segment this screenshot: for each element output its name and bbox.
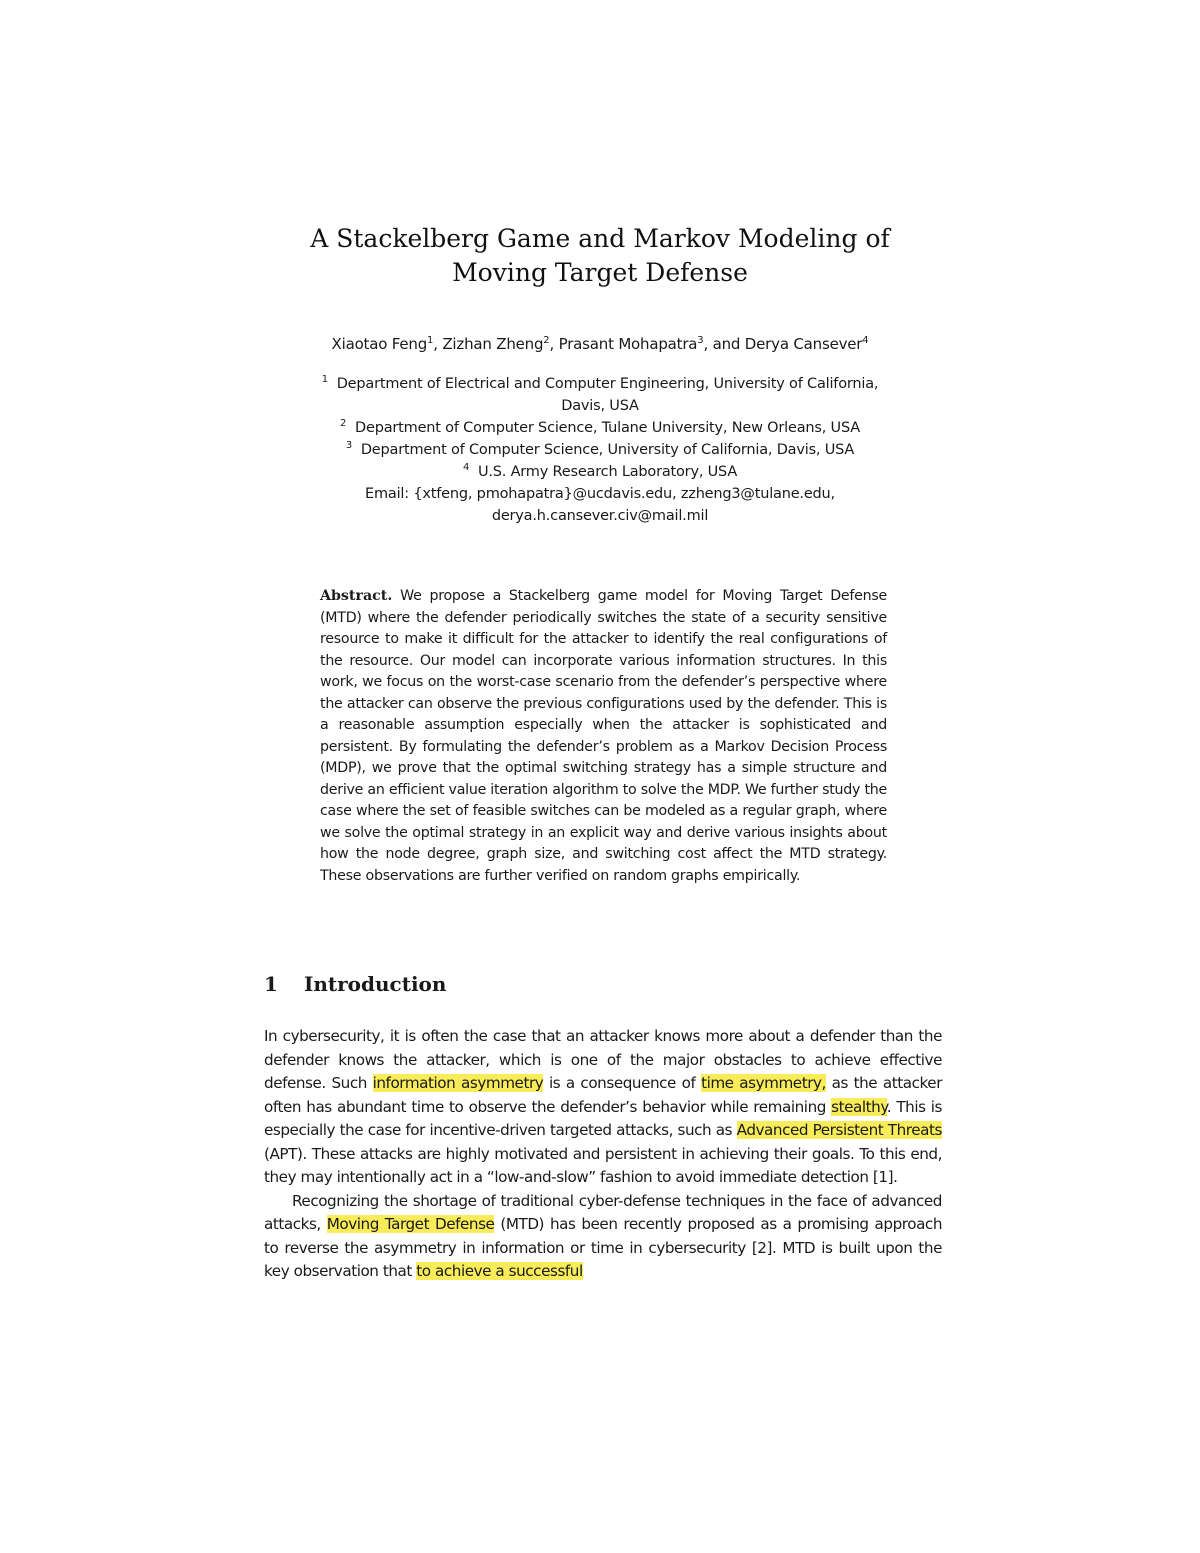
affiliation-1-cont: Davis, USA <box>561 398 639 414</box>
highlight-run[interactable]: information asymmetry <box>372 1074 544 1092</box>
text-run: (MTD) has been recently proposed as a promising approach to reverse the asymmetry in information or time in cybersecurity [2]. MTD is built upon the key observation that <box>264 1215 942 1280</box>
affiliation-4 <box>270 461 930 483</box>
text-run: is a consequence of <box>543 1074 702 1092</box>
title-line-2: Moving Target Defense <box>452 258 748 287</box>
author-name: Xiaotao Feng <box>331 335 428 353</box>
text-run: Recognizing the shortage of traditional cyber-defense techniques in the face of advanced attacks, <box>264 1191 942 1233</box>
abstract <box>320 586 887 887</box>
email-line-2: derya.h.cansever.civ@mail.mil <box>491 508 709 524</box>
intro-paragraph-1 <box>264 1025 942 1190</box>
text-run: In cybersecurity, it is often the case that an attacker knows more about a defender than the defender knows the attacker, which is one of the major obstacles to achieve effective defense. Such <box>264 1027 942 1092</box>
affiliation-mark: 2 <box>340 418 347 429</box>
section-heading <box>264 970 446 998</box>
author-name: Prasant Mohapatra <box>558 335 698 353</box>
affiliation-3 <box>270 439 930 461</box>
author-separator: , <box>549 335 559 353</box>
affiliation-1 <box>270 373 930 395</box>
highlight-run[interactable]: to achieve a successful <box>416 1262 583 1280</box>
author-mark: 3 <box>697 335 704 346</box>
author-separator: , <box>433 335 443 353</box>
title-line-1: A Stackelberg Game and Markov Modeling of <box>310 224 890 253</box>
intro-paragraph-2 <box>264 1190 942 1284</box>
author-separator: , and <box>703 335 745 353</box>
affiliations <box>270 373 930 527</box>
text-run: . This is especially the case for incentive-driven targeted attacks, such as <box>264 1097 942 1139</box>
affiliation-2 <box>270 417 930 439</box>
email-line-1: Email: {xtfeng, pmohapatra}@ucdavis.edu, zzheng3@tulane.edu, <box>365 486 835 502</box>
paper-title <box>200 222 1000 290</box>
affiliation-mark: 3 <box>345 440 353 451</box>
author-mark: 4 <box>862 335 869 346</box>
highlight-run[interactable]: Advanced Persistent Threats <box>736 1121 942 1139</box>
highlight-run[interactable]: time asymmetry, <box>701 1074 826 1092</box>
highlight-run[interactable]: Moving Target Defense <box>326 1215 495 1233</box>
author-list <box>200 333 1000 355</box>
abstract-text: We propose a Stackelberg game model for Moving Target Defense (MTD) where the defender periodically switches the state of a security sensitive resource to make it difficult for the attacker to identify the real configurations of the resource. Our model can incorporate various information structures. In this work, we focus on the worst-case scenario from the defender’s perspective where the attacker can observe the previous configurations used by the defender. This is a reasonable assumption especially when the attacker is sophisticated and persistent. By formulating the defender’s problem as a Markov Decision Process (MDP), we prove that the optimal switching strategy has a simple structure and derive an efficient value iteration algorithm to solve the MDP. We further study the case where the set of feasible switches can be modeled as a regular graph, where we solve the optimal strategy in an explicit way and derive various insights about how the node degree, graph size, and switching cost affect the MTD strategy. These observations are further verified on random graphs empirically. <box>320 588 887 884</box>
affiliation-text: Department of Computer Science, University of California, Davis, USA <box>360 442 855 458</box>
highlight-run[interactable]: stealthy <box>831 1097 887 1116</box>
section-title: Introduction <box>304 972 447 996</box>
affiliation-mark: 4 <box>462 462 470 473</box>
text-run: as the attacker often has abundant time to observe the defender’s behavior while remaining <box>264 1074 942 1116</box>
affiliation-text: Department of Electrical and Computer Engineering, University of California, <box>336 376 879 392</box>
affiliation-mark: 1 <box>321 374 328 385</box>
section-number: 1 <box>264 972 278 996</box>
author-name: Zizhan Zheng <box>442 335 544 353</box>
affiliation-text: Department of Computer Science, Tulane University, New Orleans, USA <box>355 420 860 436</box>
text-run: (APT). These attacks are highly motivated and persistent in achieving their goals. To this end, they may intentionally act in a “low-and-slow” fashion to avoid immediate detection [1]. <box>264 1144 942 1186</box>
author-mark: 2 <box>543 335 550 346</box>
author-mark: 1 <box>427 335 434 346</box>
affiliation-text: U.S. Army Research Laboratory, USA <box>477 464 738 480</box>
abstract-label: Abstract. <box>320 588 393 604</box>
author-name: Derya Cansever <box>744 335 863 353</box>
introduction-body <box>264 1025 942 1284</box>
